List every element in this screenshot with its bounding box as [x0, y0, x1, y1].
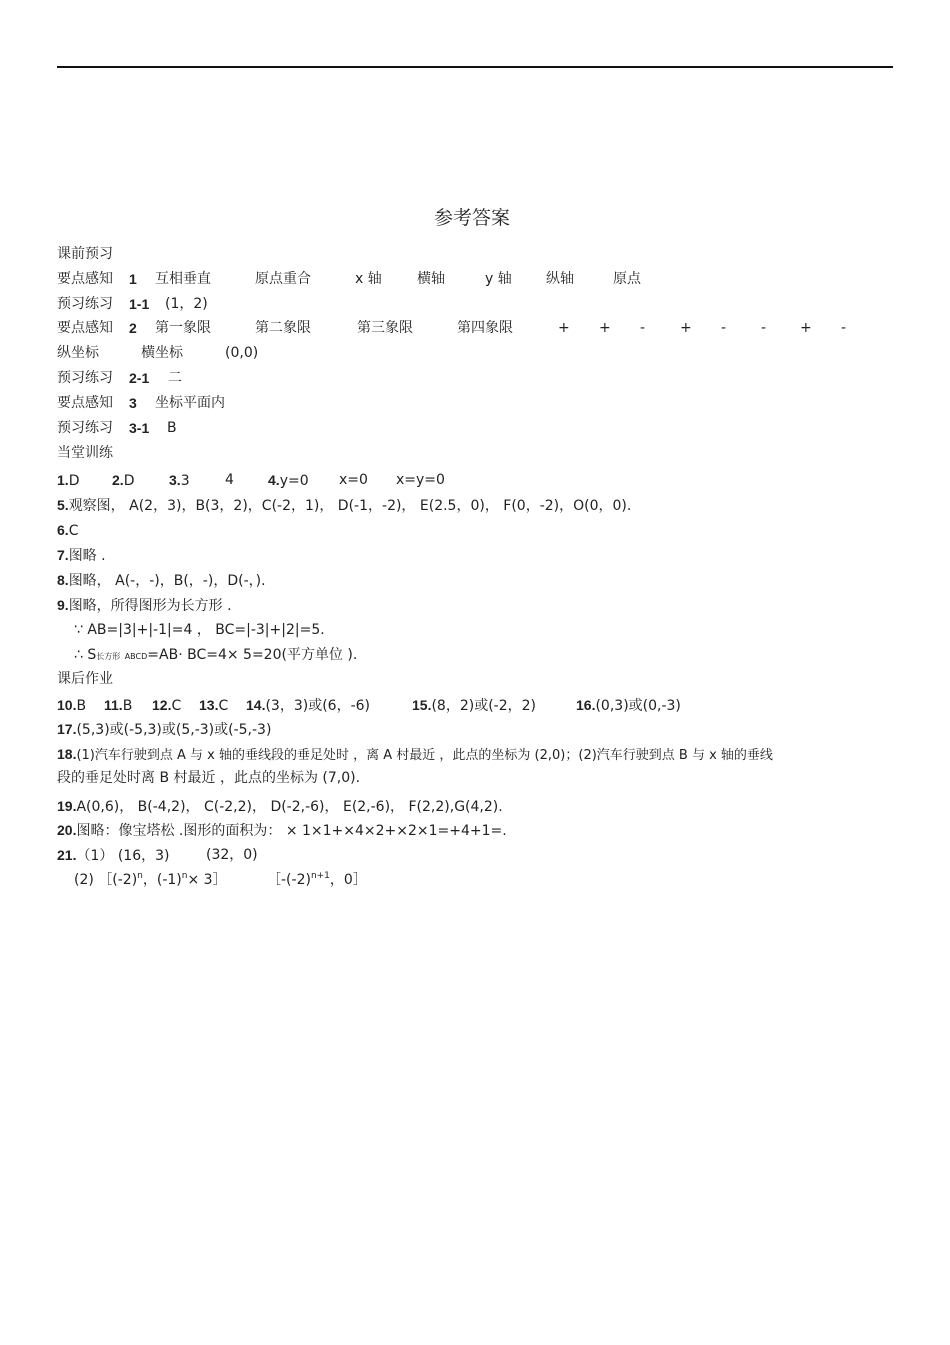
item-number: 7.: [57, 547, 69, 563]
answer: 第四象限: [457, 320, 513, 336]
answer: (0,3)或(0,-3): [595, 698, 681, 714]
practice-1-1: [57, 295, 208, 313]
answer: 第二象限: [255, 320, 311, 336]
answer: (1，2): [165, 296, 208, 312]
answer: 横坐标: [141, 345, 183, 361]
answer: D: [123, 473, 135, 489]
answer-19: [57, 797, 503, 816]
answer-21: [57, 846, 258, 865]
answer: y 轴: [485, 271, 512, 287]
item-number: 21.: [57, 847, 77, 863]
sign: +: [599, 320, 611, 336]
item-number: 3: [129, 395, 137, 411]
answer-9-step-2: [74, 646, 357, 666]
answer: (3，3)或(6，-6): [265, 698, 370, 714]
answer: （1） (16，3): [76, 848, 170, 864]
answer: C: [68, 523, 79, 539]
label: 预习练习: [57, 420, 113, 436]
answer: A(0,6)， B(-4,2)， C(-2,2)， D(-2,-6)， E(2,-6)， F(2,2),G(4,2).: [76, 799, 503, 815]
answer-5: [57, 496, 631, 515]
key-point-2: [57, 319, 847, 337]
answer: x 轴: [355, 271, 382, 287]
answer: 第一象限: [155, 320, 211, 336]
answer: 4: [225, 472, 234, 488]
item-number: 3.: [169, 472, 181, 488]
answer: 原点重合: [255, 271, 311, 287]
answer: 原点: [613, 271, 641, 287]
text: ［-(-2): [267, 872, 311, 888]
answer: 坐标平面内: [155, 395, 225, 411]
sign: -: [761, 320, 767, 336]
answer: x=0: [339, 472, 368, 488]
answer: 图略， A(-，-)，B(，-)，D(-，).: [68, 573, 266, 589]
answer-7: [57, 546, 106, 565]
label: 要点感知: [57, 395, 113, 411]
superscript: n: [137, 871, 143, 881]
item-number: 6.: [57, 522, 69, 538]
key-point-3: [57, 394, 225, 412]
answers-1-4: [57, 471, 445, 490]
text: × 3］: [187, 872, 227, 888]
item-number: 15.: [412, 697, 432, 713]
answer: B: [76, 698, 87, 714]
label: 要点感知: [57, 320, 113, 336]
sign: -: [640, 320, 646, 336]
answer-17: [57, 720, 271, 739]
item-number: 9.: [57, 597, 69, 613]
item-number: 8.: [57, 572, 69, 588]
item-number: 1-1: [129, 296, 150, 312]
sign: -: [721, 320, 727, 336]
text: ，(-1): [142, 872, 182, 888]
answer: B: [167, 420, 177, 436]
answer: 观察图， A(2，3)，B(3，2)，C(-2，1)， D(-1，-2)， E(2.5，0)， F(0，-2)，O(0，0).: [68, 498, 632, 514]
item-number: 20.: [57, 822, 77, 838]
practice-2-1: [57, 369, 182, 387]
item-number: 5.: [57, 497, 69, 513]
item-number: 4.: [268, 472, 280, 488]
answer: 二: [168, 370, 182, 386]
sign: +: [680, 320, 692, 336]
answer: (0,0): [225, 345, 259, 361]
item-number: 1: [129, 271, 137, 287]
answer: 图略：像宝塔松 .图形的面积为： × 1×1+×4×2+×2×1=+4+1=.: [76, 823, 507, 839]
item-number: 17.: [57, 721, 77, 737]
item-number: 12.: [152, 697, 172, 713]
answer: B: [122, 698, 133, 714]
text: ，0］: [329, 872, 367, 888]
text: (2) ［(-2): [74, 872, 138, 888]
item-number: 2.: [112, 472, 124, 488]
superscript: n+1: [310, 871, 330, 881]
subscript: ABCD: [124, 652, 148, 661]
answer-20: [57, 821, 507, 840]
section-class: 当堂训练: [57, 445, 113, 461]
superscript: n: [181, 871, 188, 881]
answer: 互相垂直: [155, 271, 211, 287]
sign: +: [558, 320, 570, 336]
item-number: 10.: [57, 697, 77, 713]
answer-9: [57, 596, 232, 615]
sign: -: [841, 320, 847, 336]
item-number: 19.: [57, 798, 77, 814]
answer: (1)汽车行驶到点 A 与 x 轴的垂线段的垂足处时 ，离 A 村最近 ，此点的坐标为 (2,0)；(2)汽车行驶到点 B 与 x 轴的垂线: [76, 748, 773, 763]
answer: 横轴: [417, 271, 445, 287]
text: =AB· BC=4× 5=20(平方单位 ).: [147, 647, 358, 663]
answer: 第三象限: [357, 320, 413, 336]
key-point-1: [57, 270, 641, 288]
answer: C: [171, 698, 182, 714]
answer-18-continued: 段的垂足处时离 B 村最近 ，此点的坐标为 (7,0).: [57, 770, 361, 786]
answer: 3: [180, 473, 190, 489]
answer: 图略 .: [68, 548, 106, 564]
practice-3-1: [57, 419, 177, 437]
item-number: 14.: [246, 697, 266, 713]
subscript: 长方形: [96, 652, 121, 661]
answer-21-part-2: [74, 871, 367, 889]
answer: 纵坐标: [57, 345, 99, 361]
answer-9-step-1: ∵ AB=|3|+|-1|=4 ， BC=|-3|+|2|=5.: [74, 622, 325, 638]
label: 预习练习: [57, 370, 113, 386]
answer-8: [57, 571, 266, 590]
answer: y=0: [279, 473, 309, 489]
answer: 纵轴: [546, 271, 574, 287]
answer: (32，0): [206, 847, 258, 863]
page-title: 参考答案: [433, 207, 510, 229]
answer-6: [57, 521, 78, 540]
answer: x=y=0: [396, 472, 445, 488]
item-number: 1.: [57, 472, 69, 488]
answers-10-16: [57, 696, 681, 715]
item-number: 18.: [57, 746, 77, 762]
section-after: 课后作业: [57, 671, 113, 687]
header-rule: [57, 66, 893, 68]
label: 要点感知: [57, 271, 113, 287]
item-number: 2-1: [129, 370, 150, 386]
item-number: 2: [129, 320, 137, 336]
answer: 图略，所得图形为长方形 .: [68, 598, 232, 614]
answer-18: [57, 745, 773, 765]
item-number: 13.: [199, 697, 219, 713]
text: ∴ S: [74, 647, 97, 663]
section-pre: 课前预习: [57, 246, 113, 262]
answer: (5,3)或(-5,3)或(5,-3)或(-5,-3): [76, 722, 272, 738]
answer: D: [68, 473, 80, 489]
sign: +: [800, 320, 812, 336]
item-number: 11.: [104, 697, 123, 713]
label: 预习练习: [57, 296, 113, 312]
item-number: 16.: [576, 697, 596, 713]
key-point-2-continued: [57, 344, 259, 362]
answer: C: [218, 698, 229, 714]
answer: (8，2)或(-2，2): [431, 698, 536, 714]
item-number: 3-1: [129, 420, 150, 436]
